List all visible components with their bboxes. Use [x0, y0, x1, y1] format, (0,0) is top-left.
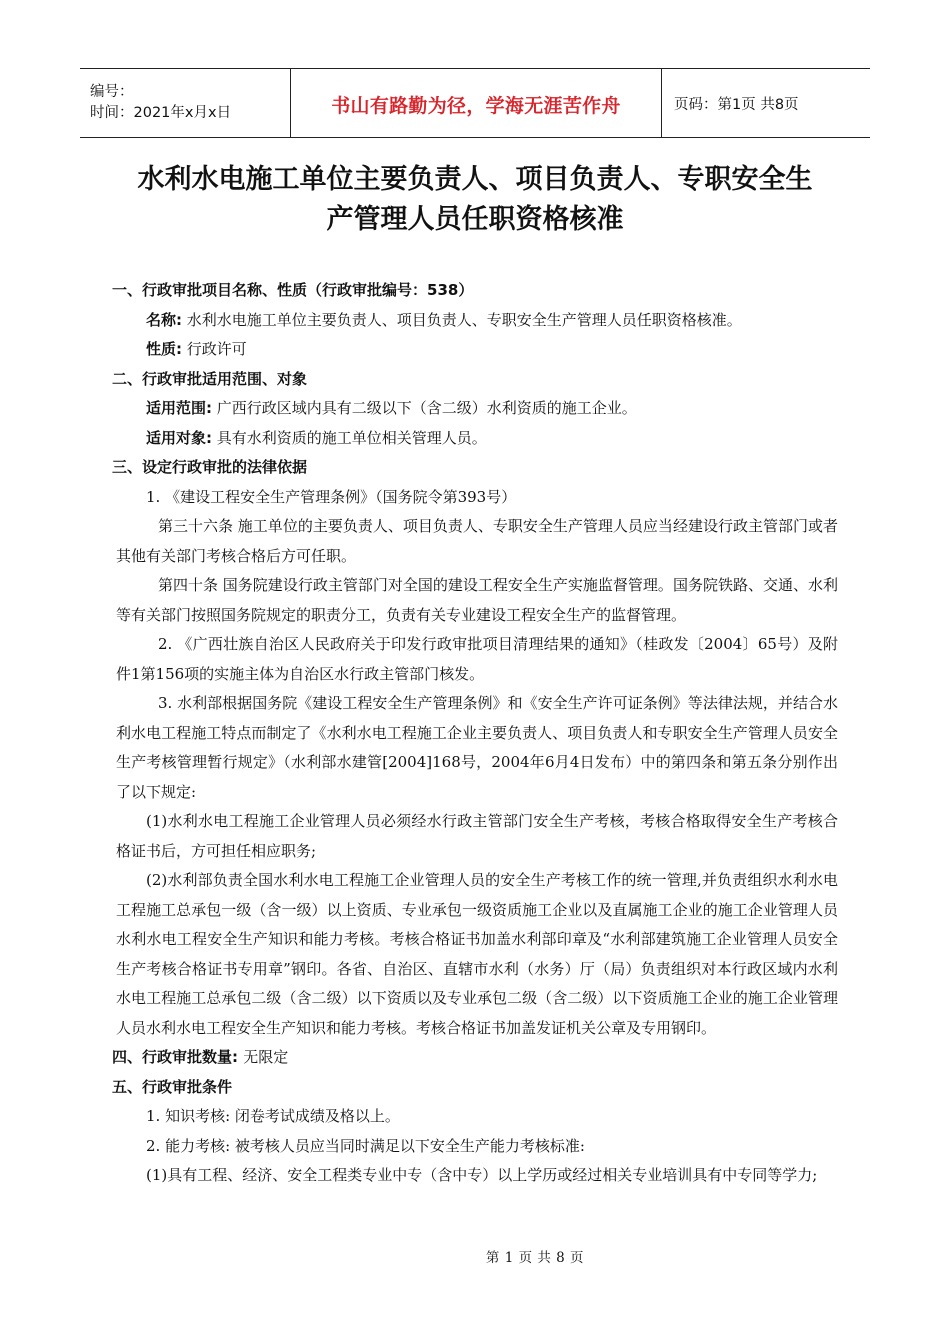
- object-value: 具有水利资质的施工单位相关管理人员。: [216, 428, 487, 447]
- item-scope: [116, 394, 838, 424]
- basis-item-2: 2. 《广西壮族自治区人民政府关于印发行政审批项目清理结果的通知》（桂政发〔2004〕65号）及附件1第156项的实施主体为自治区水行政主管部门核发。: [116, 635, 838, 683]
- scope-label: 适用范围:: [146, 399, 212, 417]
- title-line-2: 产管理人员任职资格核准: [326, 204, 624, 235]
- item-name: [116, 306, 838, 336]
- section-5-heading: 五、行政审批条件: [112, 1077, 233, 1096]
- scope-value: 广西行政区域内具有二级以下（含二级）水利资质的施工企业。: [216, 399, 637, 417]
- header-meta: [80, 69, 291, 137]
- section-4: [112, 1043, 838, 1073]
- nature-label: 性质:: [146, 340, 182, 358]
- rule-2: (2)水利部负责全国水利水电工程施工企业管理人员的安全生产考核工作的统一管理,并负责组织水利水电工程施工总承包一级（含一级）以上资质、专业承包一级资质施工企业以及直属施工企业的施工企业管理人员水利水电工程安全生产知识和能力考核。考核合格证书加盖水利部印章及“水利部建筑施工企业管理人员安全生产考核合格证书专用章”钢印。各省、自治区、直辖市水利（水务）厅（局）负责组织对本行政区域内水利水电工程施工总承包二级（含二级）以下资质以及专业承包二级（含二级）以下资质施工企业的施工企业管理人员水利水电工程安全生产知识和能力考核。考核合格证书加盖发证机关公章及专用钢印。: [116, 871, 838, 1037]
- article-40: 第四十条 国务院建设行政主管部门对全国的建设工程安全生产实施监督管理。国务院铁路、交通、水利等有关部门按照国务院规定的职责分工，负责有关专业建设工程安全生产的监督管理。: [116, 576, 838, 624]
- page-footer: 第 1 页 共 8 页: [485, 1250, 585, 1266]
- section-1-heading: 一、行政审批项目名称、性质（行政审批编号：538）: [112, 281, 474, 299]
- condition-1: (1)具有工程、经济、安全工程类专业中专（含中专）以上学历或经过相关专业培训具有中专同等学力;: [146, 1166, 818, 1184]
- name-value: 水利水电施工单位主要负责人、项目负责人、专职安全生产管理人员任职资格核准。: [186, 310, 742, 329]
- doc-time-label: 时间：2021年x月x日: [90, 105, 232, 121]
- doc-number-label: 编号：: [90, 84, 134, 100]
- article-36: 第三十六条 施工单位的主要负责人、项目负责人、专职安全生产管理人员应当经建设行政主管部门或者其他有关部门考核合格后方可任职。: [116, 517, 838, 565]
- header-page-code: 页码：第1页 共8页: [674, 96, 799, 113]
- header-motto: 书山有路勤为径，学海无涯苦作舟: [291, 69, 662, 137]
- condition-item-2: 2. 能力考核: 被考核人员应当同时满足以下安全生产能力考核标准:: [146, 1136, 585, 1155]
- rule-1: (1)水利水电工程施工企业管理人员必须经水行政主管部门安全生产考核，考核合格取得安全生产考核合格证书后，方可担任相应职务;: [116, 812, 838, 860]
- item-object: [116, 424, 838, 454]
- name-label: 名称:: [146, 310, 182, 329]
- item-nature: [116, 335, 838, 365]
- title-line-1: 水利水电施工单位主要负责人、项目负责人、专职安全生: [137, 164, 813, 195]
- page-header: [80, 68, 870, 138]
- page-title: [80, 160, 870, 240]
- section-4-heading: 四、行政审批数量:: [112, 1048, 238, 1066]
- section-2-heading: 二、行政审批适用范围、对象: [112, 369, 308, 388]
- basis-item-1: 1. 《建设工程安全生产管理条例》（国务院令第393号）: [146, 487, 517, 506]
- section-4-value: 无限定: [243, 1048, 289, 1066]
- document-body: [112, 276, 838, 1191]
- basis-item-3: 3. 水利部根据国务院《建设工程安全生产管理条例》和《安全生产许可证条例》等法律法规，并结合水利水电工程施工特点而制定了《水利水电工程施工企业主要负责人、项目负责人和专职安全生产管理人员安全生产考核管理暂行规定》（水利部水建管[2004]168号，2004年6月4日发布）中的第四条和第五条分别作出了以下规定:: [116, 694, 838, 801]
- object-label: 适用对象:: [146, 428, 212, 447]
- section-3-heading: 三、设定行政审批的法律依据: [112, 458, 308, 476]
- condition-item-1: 1. 知识考核: 闭卷考试成绩及格以上。: [146, 1107, 400, 1125]
- nature-value: 行政许可: [186, 340, 247, 358]
